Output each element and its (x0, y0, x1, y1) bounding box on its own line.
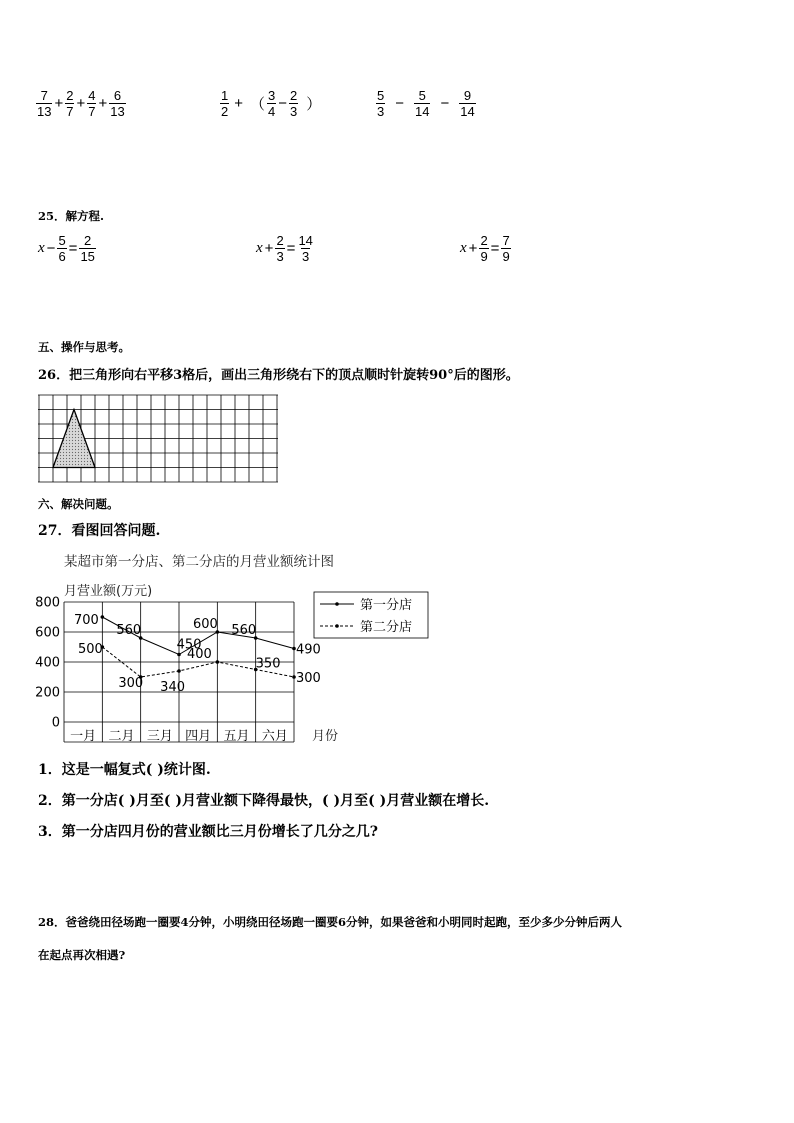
data-label: 560 (231, 623, 257, 638)
data-label: 300 (296, 671, 321, 686)
y-tick-label: 800 (35, 595, 60, 611)
fraction: $\frac{9}{14}$ (460, 88, 475, 119)
data-label: 490 (296, 642, 321, 658)
data-label: 450 (176, 637, 202, 653)
fraction: $\frac{7}{13}$ (37, 88, 52, 119)
x-tick-label: 二月 (108, 729, 135, 744)
x-tick-label: 一月 (70, 729, 97, 744)
expression-3: $\frac{5}{3}$ − $\frac{5}{14}$ − $\frac{9}{14}$ (377, 88, 475, 119)
data-label: 300 (118, 676, 144, 691)
q26-text: 26．把三角形向右平移3格后，画出三角形绕右下的顶点顺时针旋转90°后的图形。 (38, 368, 519, 383)
data-label: 500 (78, 642, 103, 657)
q27-sub3: 3．第一分店四月份的营业额比三月份增长了几分之几? (38, 824, 378, 840)
fraction: $\frac{2}{15}$ (80, 233, 95, 264)
expression-2: $\frac{1}{2}$ + （ $\frac{3}{4}$ − $\frac{2}{3}$ ） (221, 88, 322, 119)
data-label: 400 (187, 647, 212, 662)
fraction: $\frac{3}{4}$ (268, 88, 276, 119)
fraction: $\frac{4}{7}$ (88, 88, 96, 119)
q28-line-1: 28．爸爸绕田径场跑一圈要4分钟，小明绕田径场跑一圈要6分钟，如果爸爸和小明同时起跑，至少多少分钟后两人 (38, 915, 623, 929)
x-tick-label: 五月 (223, 729, 250, 744)
fraction: $\frac{5}{6}$ (58, 233, 66, 264)
fraction: $\frac{2}{9}$ (480, 233, 488, 264)
x-tick-label: 六月 (261, 729, 288, 744)
section-6-heading: 六、解决问题。 (38, 497, 119, 511)
y-tick-label: 400 (35, 655, 60, 671)
fraction: $\frac{2}{7}$ (66, 88, 74, 119)
q28-line-2: 在起点再次相遇? (38, 948, 126, 962)
x-tick-label: 四月 (185, 729, 212, 744)
expression-1: $\frac{7}{13}$ + $\frac{2}{7}$ + $\frac{4}{7}$ + $\frac{6}{13}$ (37, 88, 125, 119)
y-tick-label: 0 (51, 715, 60, 731)
data-point (177, 669, 181, 673)
data-label: 350 (255, 656, 281, 672)
data-label: 560 (116, 623, 142, 638)
data-label: 700 (74, 613, 99, 628)
chart-title: 某超市第一分店、第二分店的月营业额统计图 (64, 554, 334, 570)
fraction: $\frac{2}{3}$ (290, 88, 298, 119)
equation-1: x − $\frac{5}{6}$ = $\frac{2}{15}$ (38, 233, 95, 264)
legend-label-2: 第二分店 (360, 620, 413, 635)
q27-sub2: 2．第一分店( )月至( )月营业额下降得最快，( )月至( )月营业额在增长. (38, 793, 490, 809)
fraction: $\frac{2}{3}$ (276, 233, 284, 264)
y-tick-label: 200 (35, 685, 60, 701)
fraction: $\frac{14}{3}$ (298, 233, 313, 264)
q27-sub1: 1．这是一幅复式( )统计图. (38, 762, 211, 778)
x-tick-label: 三月 (146, 729, 173, 744)
grid-figure (38, 394, 280, 484)
equation-3: x + $\frac{2}{9}$ = $\frac{7}{9}$ (460, 233, 510, 264)
fraction: $\frac{5}{3}$ (377, 88, 385, 119)
data-label: 600 (193, 617, 218, 632)
line-chart (30, 548, 440, 750)
section-5-heading: 五、操作与思考。 (38, 340, 130, 354)
equation-2: x + $\frac{2}{3}$ = $\frac{14}{3}$ (256, 233, 313, 264)
legend-label-1: 第一分店 (360, 598, 413, 613)
legend-marker-1 (335, 602, 339, 606)
data-point (177, 653, 181, 657)
data-point (216, 660, 220, 664)
fraction: $\frac{5}{14}$ (415, 88, 430, 119)
data-point (101, 615, 105, 619)
q27-title: 27．看图回答问题. (38, 523, 161, 539)
fraction: $\frac{7}{9}$ (502, 233, 510, 264)
chart-ylabel: 月营业额(万元) (64, 584, 153, 599)
legend-marker-2 (335, 624, 339, 628)
fraction: $\frac{6}{13}$ (110, 88, 125, 119)
fraction: $\frac{1}{2}$ (221, 88, 229, 119)
chart-xlabel: 月份 (312, 729, 339, 744)
data-label: 340 (160, 680, 185, 695)
y-tick-label: 600 (35, 625, 60, 641)
chart-legend (314, 592, 428, 638)
q25-title: 25．解方程. (38, 209, 105, 223)
